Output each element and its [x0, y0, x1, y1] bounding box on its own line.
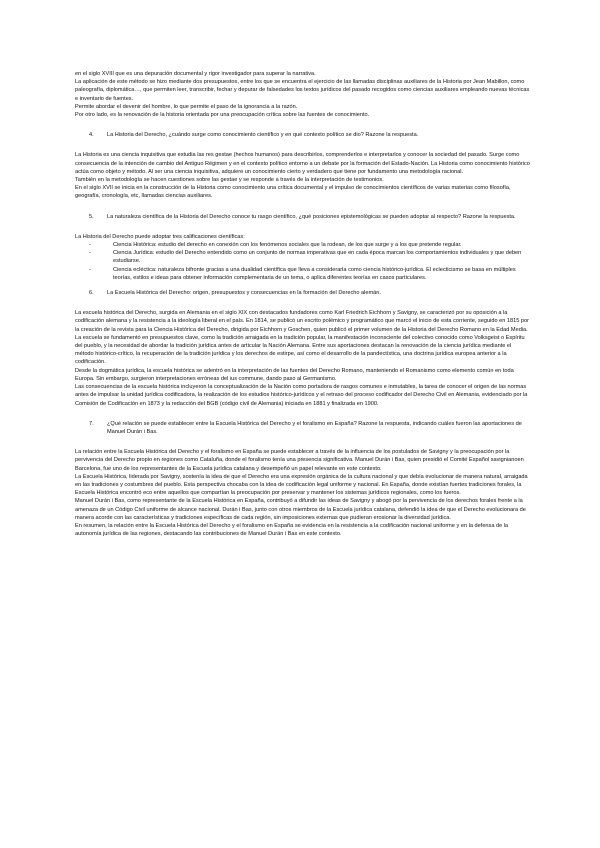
question-6	[75, 289, 530, 297]
answer-paragraph: La Historia es una ciencia inquisitiva que estudia las res gestae (hechos humanos) para describirlos, comprenderlos e interpretarlos y conocer la sociedad del pasado. Surge como consecuencia de la intención de cambio del Antiguo Régimen y en el contexto político entorno a un debate por la formación del Estado-Nación. La Historia como conocimiento histórico actúa como objeto y método. Al ser una ciencia inquisitiva, adquiere un conocimiento cierto y verdadero que tiene por fundamento una metodología racional.	[75, 152, 530, 175]
answer-paragraph: La Historia del Derecho puede adoptar tres calificaciones científicas:	[75, 233, 245, 240]
question-number: 4.	[89, 132, 94, 139]
question-text: ¿Qué relación se puede establecer entre la Escuela Histórica del Derecho y el foralismo en España? Razone la respuesta, indicando cuáles fueron las aportaciones de Manuel Durán i Bas.	[107, 420, 522, 435]
answer-paragraph: Las consecuencias de la escuela histórica incluyeron la conceptualización de la Nación como portadora de rasgos comunes e inmutables, la tarea de conocer el origen de las normas antes de impulsar la unidad jurídica codificadora, la realización de los estudios histórico-jurídicos y el retraso del proceso codificador del Derecho Civil en Alemania, evidenciado por la Comisión de Codificación en 1873 y la redacción del BGB (código civil de Alemania) iniciada en 1881 y finalizada en 1900.	[75, 384, 528, 407]
answer-paragraph: Desde la dogmática jurídica, la escuela histórica se adentró en la interpretación de las fuentes del Derecho Romano, manteniendo el Romanismo como elemento común en toda Europa. Sin embargo, surgieron interpretaciones erróneas del ius commune, dando paso al Germanismo.	[75, 367, 514, 382]
bullet-dash: -	[89, 250, 91, 257]
question-4	[75, 131, 530, 139]
question-number: 7.	[89, 420, 94, 427]
document-page	[75, 70, 530, 538]
answer-paragraph: La relación entre la Escuela Histórica del Derecho y el foralismo en España se puede establecer a través de la influencia de los postulados de Savigny y la preocupación por la pervivencia del Derecho propio en regiones como Cataluña, donde el foralismo tenía una presencia significativa. Manuel Durán i Bas, quien presidió el Comité Español savignianoen Barcelona, fue uno de los representantes de la Escuela jurídica catalana y desempeñó un papel relevante en este contexto.	[75, 449, 524, 472]
question-number: 5.	[89, 213, 94, 220]
question-5	[75, 213, 530, 221]
answer-paragraph: También en la metodología se hacen cuestiones sobre las gestae y se responde a través de la interpretación de testimonios.	[75, 177, 384, 184]
bullet-text: Ciencia Jurídica: estudio del Derecho entendido como un conjunto de normas imperativas que en cada época marcan los comportamientos individuales y que deben estudiarse.	[113, 250, 522, 265]
question-text: La Historia del Derecho, ¿cuándo surge como conocimiento científico y en qué contexto político se dio? Razone la respuesta.	[107, 132, 419, 139]
answer-paragraph: La escuela se fundamentó en presupuestos clave, como la tradición arraigada en la tradición popular, la manifestación inconsciente del colectivo conocido como Volksgeist o Espíritu del pueblo, y la necesidad de abordar la tradición jurídica antes de articular la Nación Alemana. Entre sus aportaciones destacan la renovación de la ciencia jurídica mediante el método histórico-crítico, la recuperación de la tradición jurídica y los derechos de estirpe, así como el desarrollo de la pandectística, una doctrina jurídica europea anterior a la codificación.	[75, 334, 525, 366]
answer-paragraph: En el siglo XVII se inicia en la construcción de la Historia como conocimiento una crítica documental y el impulso de conocimientos científicos de varias materias como filosofía, geografía, cronología, etc, llamadas ciencias auxiliares.	[75, 185, 511, 200]
bullet-dash: -	[89, 242, 91, 249]
question-number: 6.	[89, 290, 94, 297]
answer-paragraph: En resumen, la relación entre la Escuela Histórica del Derecho y el foralismo en España se evidencia en la resistencia a la codificación nacional uniforme y en la defensa de la autonomía jurídica de las regiones, destacando las contribuciones de Manuel Durán i Bas en este contexto.	[75, 522, 509, 538]
answer-paragraph: La escuela histórica del Derecho, surgida en Alemania en el siglo XIX con destacados fundadores como Karl Friedrich Eichhorn y Savigny, se caracterizó por su oposición a la codificación alemana y la resistencia a la ideología liberal en el país. En 1814, se publicó un escrito polémico y programático que marcó el inicio de esta corriente, seguido en 1815 por la creación de la revista para la Ciencia Histórica del Derecho, dirigida por Eichhorn y Goschen, quien publicó el primer volumen de la Historia del Derecho Romano en la Edad Media.	[75, 310, 529, 333]
intro-paragraph: Por otro lado, es la renovación de la historia orientada por una preocupación crítica sobre las fuentes de conocimiento.	[75, 112, 370, 119]
question-7	[75, 420, 530, 436]
bullet-text: Ciencia Histórica: estudio del derecho en conexión con los fenómenos sociales que la rodean, de los que surge y a los que pretende regular.	[113, 242, 462, 249]
bullet-item	[75, 249, 530, 265]
answer-paragraph: La Escuela Histórica, liderada por Savigny, sostenía la idea de que el Derecho era una expresión orgánica de la cultura nacional y que debía evolucionar de manera natural, arraigada en las tradiciones y costumbres del pueblo. Esta perspectiva chocaba con la idea de codificación legal uniforme y nacional. En España, donde existían fuertes tradiciones forales, la Escuela Histórica encontró eco entre aquellos que compartían la preocupación por preservar y mantener los sistemas jurídicos regionales, como los fueros.	[75, 473, 528, 497]
intro-paragraph: en el siglo XVIII que es una depuración documental y rigor investigador para superar la narrativa.	[75, 71, 316, 77]
intro-paragraph: Permite abordar el devenir del hombre, lo que permite el paso de la ignorancia a la razón.	[75, 103, 298, 110]
intro-paragraph: La aplicación de este método se hizo mediante dos presupuestos, entre los que se encuentra el ejercicio de las llamadas disciplinas auxiliares de la Historia por Jean Mabillon, como paleografía, diplomática…, que permiten leer, transcribir, fechar y depurar de falsedades los textos jurídicos del pasado recogidos como ciencias auxiliares empleando nuevas técnicas e inventario de fuentes.	[75, 79, 530, 102]
bullet-dash: -	[89, 266, 91, 273]
bullet-item	[75, 266, 530, 282]
question-text: La Escuela Histórica del Derecho: origen, presupuestos y consecuencias en la formación del Derecho alemán.	[107, 290, 381, 297]
bullet-text: Ciencia ecléctica: naturaleza bifronte gracias a una dualidad científica que lleva a considerarla como ciencia histórico-jurídica. El eclecticismo se basa en múltiples teorías, estilos e ideas para obtener información complementaria de un tema, o aplica diferentes teorías en casos particulares.	[113, 266, 516, 281]
answer-paragraph: Manuel Durán i Bas, como representante de la Escuela Histórica en España, contribuyó a difundir las ideas de Savigny y abogó por la pervivencia de los derechos forales frente a la amenaza de un Código Civil uniforme de alcance nacional. Durán i Bas, junto con otros miembros de la Escuela jurídica catalana, defendió la idea de que el Derecho evolucionara de manera acorde con las características y tradiciones específicas de cada región, sin imposiciones externas que pudieran erosionar la diversidad jurídica.	[75, 498, 526, 521]
bullet-item	[75, 241, 530, 249]
question-text: La naturaleza científica de la Historia del Derecho conoce tu rasgo científico, ¿qué posiciones epistemológicas se pueden adoptar al respecto? Razone la respuesta.	[107, 213, 516, 220]
